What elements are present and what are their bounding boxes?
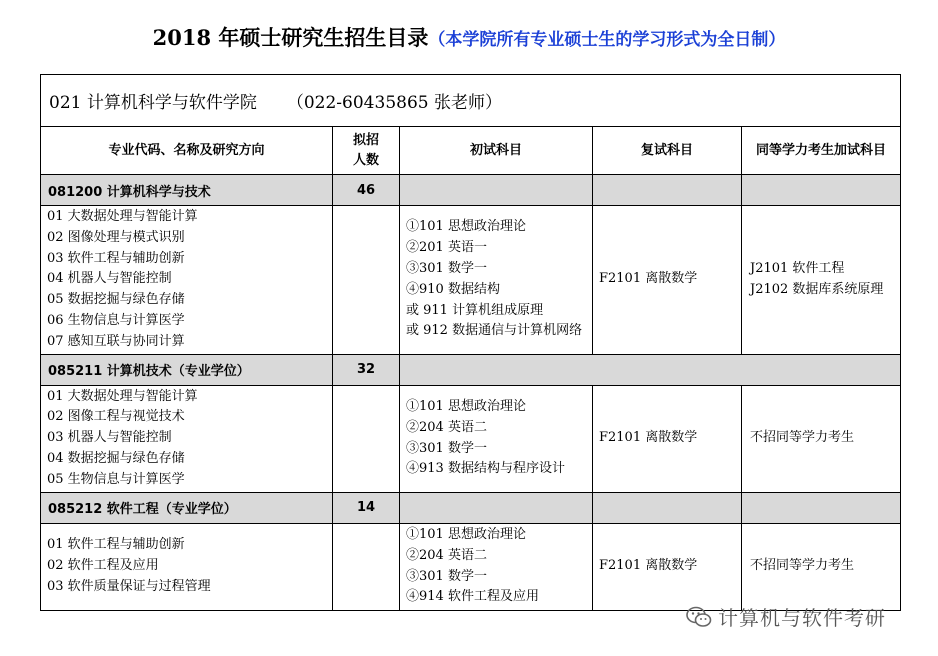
list-item: 不招同等学力考生 <box>750 558 855 574</box>
school-contact: （022-60435865 张老师） <box>286 93 502 113</box>
list-item: ④914 软件工程及应用 <box>406 589 539 605</box>
program-row <box>41 354 901 385</box>
list-item: 06 生物信息与计算医学 <box>47 312 185 328</box>
program-name: 085211 计算机技术（专业学位） <box>41 354 333 385</box>
program-name: 081200 计算机科学与技术 <box>41 175 333 206</box>
program-row <box>41 492 901 523</box>
program-detail-row <box>41 523 901 610</box>
column-retest: 复试科目 <box>593 127 742 175</box>
initial-exam-list <box>406 217 592 342</box>
initial-exam-list <box>406 525 592 608</box>
program-name: 085212 软件工程（专业学位） <box>41 492 333 523</box>
initial-exam-list <box>406 397 592 480</box>
wechat-icon <box>686 606 712 628</box>
list-item: 05 数据挖掘与绿色存储 <box>47 292 185 308</box>
school-header <box>41 75 901 127</box>
retest-subject: F2101 离散数学 <box>593 523 742 610</box>
list-item: 01 软件工程与辅助创新 <box>47 537 185 553</box>
column-program: 专业代码、名称及研究方向 <box>41 127 333 175</box>
watermark <box>686 602 886 631</box>
program-detail-row <box>41 385 901 492</box>
list-item: ①101 思想政治理论 <box>406 526 526 542</box>
catalog-title: 2018 年硕士研究生招生目录 <box>152 25 429 50</box>
retest-subject: F2101 离散数学 <box>593 385 742 492</box>
list-item: 02 软件工程及应用 <box>47 558 159 574</box>
program-detail-row <box>41 206 901 355</box>
retest-subject: F2101 离散数学 <box>593 206 742 355</box>
list-item: ①101 思想政治理论 <box>406 398 526 414</box>
list-item: ③301 数学一 <box>406 568 487 584</box>
column-quota: 拟招 人数 <box>333 127 400 175</box>
study-mode-note: （本学院所有专业硕士生的学习形式为全日制） <box>428 30 786 50</box>
list-item: 01 大数据处理与智能计算 <box>47 388 198 404</box>
program-quota: 14 <box>333 492 400 523</box>
school-name: 021 计算机科学与软件学院 <box>49 93 257 113</box>
extra-exam-list <box>750 259 900 301</box>
list-item: 03 软件质量保证与过程管理 <box>47 578 211 594</box>
list-item: 04 机器人与智能控制 <box>47 271 172 287</box>
program-quota: 46 <box>333 175 400 206</box>
list-item: 07 感知互联与协同计算 <box>47 333 185 349</box>
list-item: ②204 英语二 <box>406 419 487 435</box>
list-item: 或 912 数据通信与计算机网络 <box>406 323 583 339</box>
list-item: 05 生物信息与计算医学 <box>47 471 185 487</box>
list-item: J2101 软件工程 <box>750 260 845 276</box>
direction-list <box>47 535 332 597</box>
list-item: ①101 思想政治理论 <box>406 219 526 235</box>
direction-list <box>47 207 332 353</box>
list-item: ②204 英语二 <box>406 547 487 563</box>
list-item: ③301 数学一 <box>406 260 487 276</box>
list-item: ②201 英语一 <box>406 240 487 256</box>
column-initial-exam: 初试科目 <box>400 127 593 175</box>
program-quota: 32 <box>333 354 400 385</box>
column-header-row <box>41 127 901 175</box>
list-item: 03 软件工程与辅助创新 <box>47 250 185 266</box>
watermark-text: 计算机与软件考研 <box>718 606 886 630</box>
list-item: ④913 数据结构与程序设计 <box>406 461 565 477</box>
program-row <box>41 175 901 206</box>
list-item: 或 911 计算机组成原理 <box>406 302 544 318</box>
list-item: 02 图像处理与模式识别 <box>47 229 185 245</box>
list-item: 04 数据挖掘与绿色存储 <box>47 450 185 466</box>
direction-list <box>47 387 332 491</box>
admissions-table <box>40 74 901 611</box>
list-item: 不招同等学力考生 <box>750 430 855 446</box>
extra-exam-list <box>750 556 900 577</box>
list-item: 01 大数据处理与智能计算 <box>47 209 198 224</box>
list-item: ④910 数据结构 <box>406 281 500 297</box>
list-item: J2102 数据库系统原理 <box>750 281 884 297</box>
column-extra-exam: 同等学力考生加试科目 <box>742 127 901 175</box>
page-title <box>0 22 938 52</box>
list-item: 02 图像工程与视觉技术 <box>47 409 185 425</box>
extra-exam-list <box>750 428 900 449</box>
list-item: 03 机器人与智能控制 <box>47 430 172 446</box>
list-item: ③301 数学一 <box>406 440 487 456</box>
